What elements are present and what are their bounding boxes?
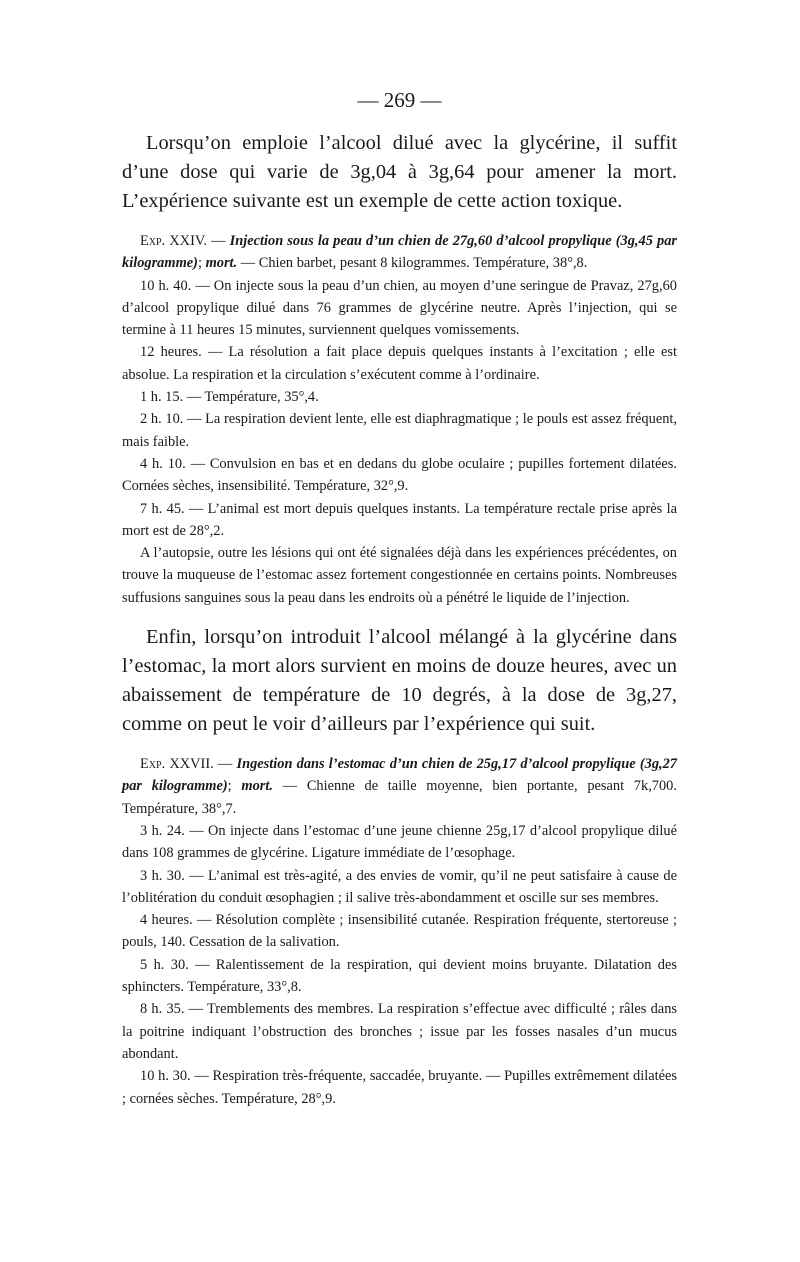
experiment-24-subject: — Chien barbet, pesant 8 kilogrammes. Température, 38°,8. bbox=[240, 255, 588, 272]
experiment-24-heading bbox=[122, 230, 677, 275]
experiment-24-mort: mort. bbox=[205, 255, 238, 272]
experiment-27-entry: 8 h. 35. — Tremblements des membres. La respiration s’effectue avec difficulté ; râles dans la poitrine indiquant l’obstruction des bronches ; issue par les fosses nasales d’un mucus abondant. bbox=[122, 1001, 677, 1062]
experiment-27-entry: 10 h. 30. — Respiration très-fréquente, saccadée, bruyante. — Pupilles extrêmement dilatées ; cornées sèches. Température, 28°,9. bbox=[122, 1068, 677, 1107]
experiment-24-entry: 10 h. 40. — On injecte sous la peau d’un chien, au moyen d’une seringue de Pravaz, 27g,60 d’alcool propylique dilué dans 76 grammes de glycérine neutre. Après l’injection, qui se termine à 11 heures 15 minutes, surviennent quelques vomissements. bbox=[122, 277, 677, 339]
experiment-24-autopsy: A l’autopsie, outre les lésions qui ont été signalées déjà dans les expériences précédentes, on trouve la muqueuse de l’estomac assez fortement congestionnée en certains points. Nombreuses suffusions sanguines sous la peau dans les endroits où a pénétré le liquide de l’injection. bbox=[122, 545, 677, 606]
experiment-27-subject: — Chienne de taille moyenne, bien portante, pesant 7k,700. Température, 38°,7. bbox=[122, 778, 677, 817]
experiment-27-dose: (3g,27 par kilogramme) bbox=[122, 756, 677, 795]
book-page bbox=[122, 88, 677, 1124]
experiment-27-title: Ingestion dans l’estomac d’un chien de 25g,17 d’alcool propylique bbox=[236, 756, 636, 773]
experiment-24-dose: (3g,45 par kilogramme) bbox=[122, 233, 678, 272]
experiment-24-entry: 4 h. 10. — Convulsion en bas et en dedans du globe oculaire ; pupilles fortement dilatées. Cornées sèches, insensibilité. Température, 32°,9. bbox=[122, 455, 677, 495]
experiment-27-heading bbox=[122, 753, 677, 820]
experiment-27-label: Exp. XXVII. — bbox=[140, 756, 233, 773]
experiment-24-entry: 12 heures. — La résolution a fait place depuis quelques instants à l’excitation ; elle est absolue. La respiration et la circulation s’exécutent comme à l’ordinaire. bbox=[122, 344, 677, 383]
experiment-24-entry: 7 h. 45. — L’animal est mort depuis quelques instants. La température rectale prise après la mort est de 28°,2. bbox=[122, 500, 677, 539]
experiment-24-entry: 1 h. 15. — Température, 35°,4. bbox=[140, 389, 319, 406]
experiment-27-entry: 5 h. 30. — Ralentissement de la respiration, qui devient moins bruyante. Dilatation des sphincters. Température, 33°,8. bbox=[122, 956, 677, 996]
experiment-27-entry: 3 h. 30. — L’animal est très-agité, a des envies de vomir, qu’il ne peut satisfaire à cause de l’oblitération du conduit œsophagien ; il salive très-abondamment et oscille sur ses membres. bbox=[122, 867, 677, 906]
experiment-24 bbox=[122, 230, 677, 609]
experiment-24-title: Injection sous la peau d’un chien de 27g,60 d’alcool propylique bbox=[229, 233, 612, 249]
experiment-27-mort: mort. bbox=[241, 778, 273, 795]
experiment-24-label: Exp. XXIV. — bbox=[140, 233, 226, 249]
experiment-24-separator: ; bbox=[197, 255, 202, 272]
experiment-27-entry: 4 heures. — Résolution complète ; insensibilité cutanée. Respiration fréquente, stertoreuse ; pouls, 140. Cessation de la salivation. bbox=[122, 912, 677, 951]
experiment-24-entry: 2 h. 10. — La respiration devient lente, elle est diaphragmatique ; le pouls est assez fréquent, mais faible. bbox=[122, 411, 677, 450]
experiment-27-separator: ; bbox=[227, 778, 232, 795]
intro-paragraph: Lorsqu’on emploie l’alcool dilué avec la glycérine, il suffit d’une dose qui varie de 3g,04 à 3g,64 pour amener la mort. L’expérience suivante est un exemple de cette action toxique. bbox=[122, 132, 677, 212]
experiment-27 bbox=[122, 753, 677, 1110]
page-number: — 269 — bbox=[357, 88, 442, 112]
experiment-27-entry: 3 h. 24. — On injecte dans l’estomac d’une jeune chienne 25g,17 d’alcool propylique dilué dans 108 grammes de glycérine. Ligature immédiate de l’œsophage. bbox=[122, 822, 677, 862]
middle-paragraph: Enfin, lorsqu’on introduit l’alcool mélangé à la glycérine dans l’estomac, la mort alors survient en moins de douze heures, avec un abaissement de température de 10 degrés, à la dose de 3g,27, comme on peut le voir d’ailleurs par l’expérience qui suit. bbox=[122, 626, 677, 736]
